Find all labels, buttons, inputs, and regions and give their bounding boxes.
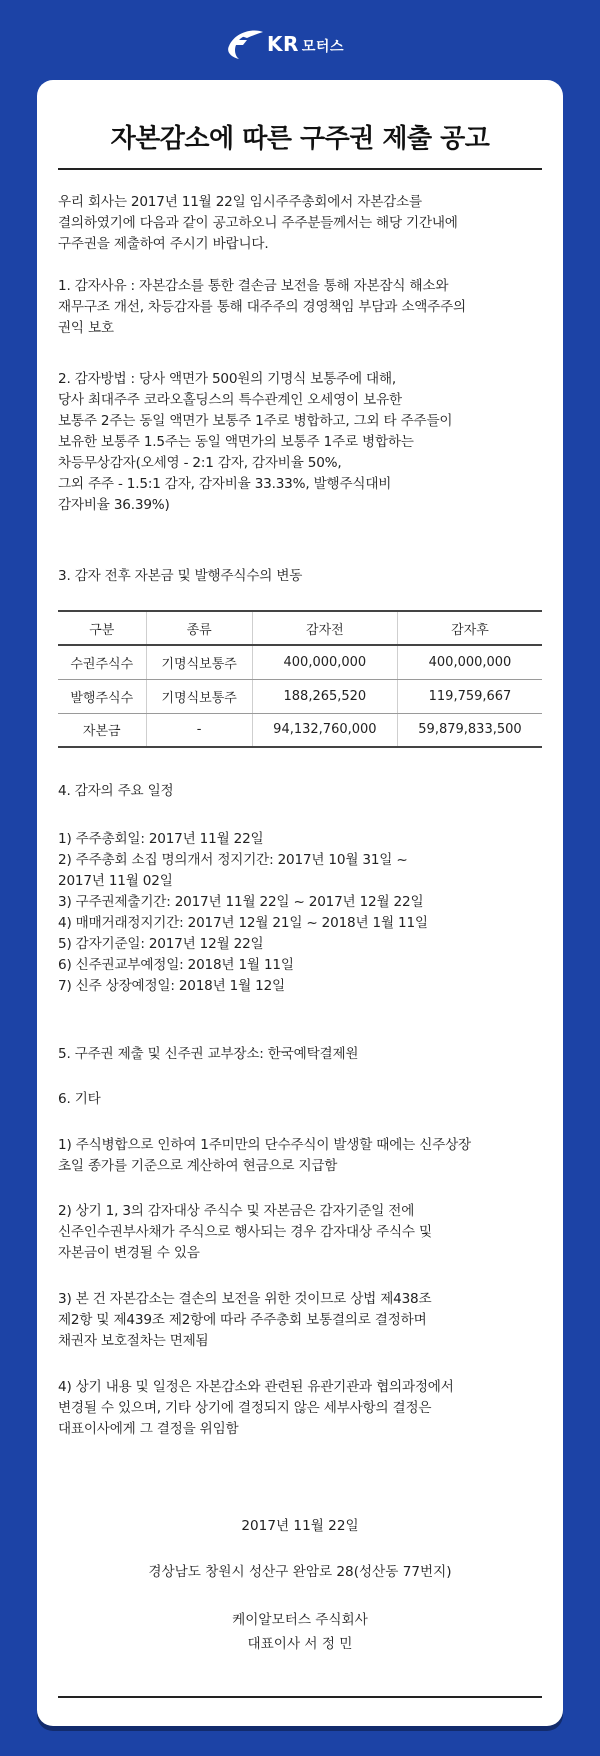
table-cell: 94,132,760,000 (252, 713, 397, 747)
logo-wordmark: KR 모터스 (267, 32, 344, 56)
table-cell: 400,000,000 (252, 645, 397, 679)
other-heading: 6. 기타 (58, 1091, 101, 1107)
notice-card (37, 80, 563, 1726)
notice-title: 자본감소에 따른 구주권 제출 공고 (110, 124, 490, 154)
table-header: 종류 (146, 611, 252, 645)
table-header: 감자전 (252, 611, 397, 645)
company-name: 케이알모터스 주식회사 (232, 1612, 368, 1628)
kr-swoosh-logo-icon (225, 26, 265, 62)
table-cell: 기명식보통주 (146, 645, 252, 679)
table-cell: 기명식보통주 (146, 679, 252, 713)
table-header: 감자후 (397, 611, 542, 645)
table-cell: 수권주식수 (58, 645, 146, 679)
table-row (58, 645, 542, 679)
title-divider (58, 168, 542, 170)
table-cell: 119,759,667 (397, 679, 542, 713)
brand-logo (225, 24, 385, 64)
table-cell: 자본금 (58, 713, 146, 747)
table-cell: 59,879,833,500 (397, 713, 542, 747)
reason-paragraph: 1. 감자사유 : 자본감소를 통한 결손금 보전을 통해 자본잠식 해소와 재무구조 개선, 차등감자를 통해 대주주의 경영책임 부담과 소액주주의 권익 보호 (58, 278, 466, 336)
capital-change-table (58, 610, 542, 748)
table-row (58, 713, 542, 747)
place-line: 5. 구주권 제출 및 신주권 교부장소: 한국예탁결제원 (58, 1046, 359, 1062)
other-item-2: 2) 상기 1, 3의 감자대상 주식수 및 자본금은 감자기준일 전에 신주인수권부사채가 주식으로 행사되는 경우 감자대상 주식수 및 자본금이 변경될 수 있음 (58, 1203, 432, 1261)
table-cell: 188,265,520 (252, 679, 397, 713)
table-cell: 발행주식수 (58, 679, 146, 713)
table-header: 구분 (58, 611, 146, 645)
method-paragraph: 2. 감자방법 : 당사 액면가 500원의 기명식 보통주에 대해, 당사 최대주주 코라오홀딩스의 특수관계인 오세영이 보유한 보통주 2주는 동일 액면가 보통주 1주로 병합하고, 그외 타 주주들이 보유한 보통주 1.5주는 동일 액면가의 보통주 1주로 병합하는 차등무상감자(오세영 - 2:1 감자, 감자비율 50%, 그외 주주 - 1.5:1 감자, 감자비율 33.33%, 발행주식대비 감자비율 36.39%) (58, 371, 453, 513)
other-item-1: 1) 주식병합으로 인하여 1주미만의 단수주식이 발생할 때에는 신주상장 초일 종가를 기준으로 계산하여 현금으로 지급함 (58, 1137, 471, 1174)
table-row (58, 679, 542, 713)
schedule-heading: 4. 감자의 주요 일정 (58, 783, 174, 799)
table-header-row (58, 611, 542, 645)
schedule-list: 1) 주주총회일: 2017년 11월 22일 2) 주주총회 소집 명의개서 정지기간: 2017년 10월 31일 ~ 2017년 11월 02일 3) 구주권제출기간: 2017년 11월 22일 ~ 2017년 12월 22일 4) 매매거래정지기간: 2017년 12월 21일 ~ 2018년 1월 11일 5) 감자기준일: 2017년 12월 22일 6) 신주권교부예정일: 2018년 1월 11일 7) 신주 상장예정일: 2018년 1월 12일 (58, 831, 428, 994)
ceo-name: 대표이사 서 정 민 (247, 1636, 353, 1652)
intro-paragraph: 우리 회사는 2017년 11월 22일 임시주주총회에서 자본감소를 결의하였기에 다음과 같이 공고하오니 주주분들께서는 해당 기간내에 구주권을 제출하여 주시기 바랍니다. (58, 194, 458, 252)
table-cell: - (146, 713, 252, 747)
footer-divider (58, 1696, 542, 1698)
notice-date: 2017년 11월 22일 (241, 1518, 359, 1534)
table-cell: 400,000,000 (397, 645, 542, 679)
change-heading: 3. 감자 전후 자본금 및 발행주식수의 변동 (58, 568, 303, 584)
company-address: 경상남도 창원시 성산구 완암로 28(성산동 77번지) (148, 1564, 452, 1580)
header (0, 0, 600, 80)
other-item-4: 4) 상기 내용 및 일정은 자본감소와 관련된 유관기관과 협의과정에서 변경될 수 있으며, 기타 상기에 결정되지 않은 세부사항의 결정은 대표이사에게 그 결정을 위임함 (58, 1379, 454, 1437)
other-item-3: 3) 본 건 자본감소는 결손의 보전을 위한 것이므로 상법 제438조 제2항 및 제439조 제2항에 따라 주주총회 보통결의로 결정하며 채권자 보호절차는 면제됨 (58, 1291, 432, 1349)
